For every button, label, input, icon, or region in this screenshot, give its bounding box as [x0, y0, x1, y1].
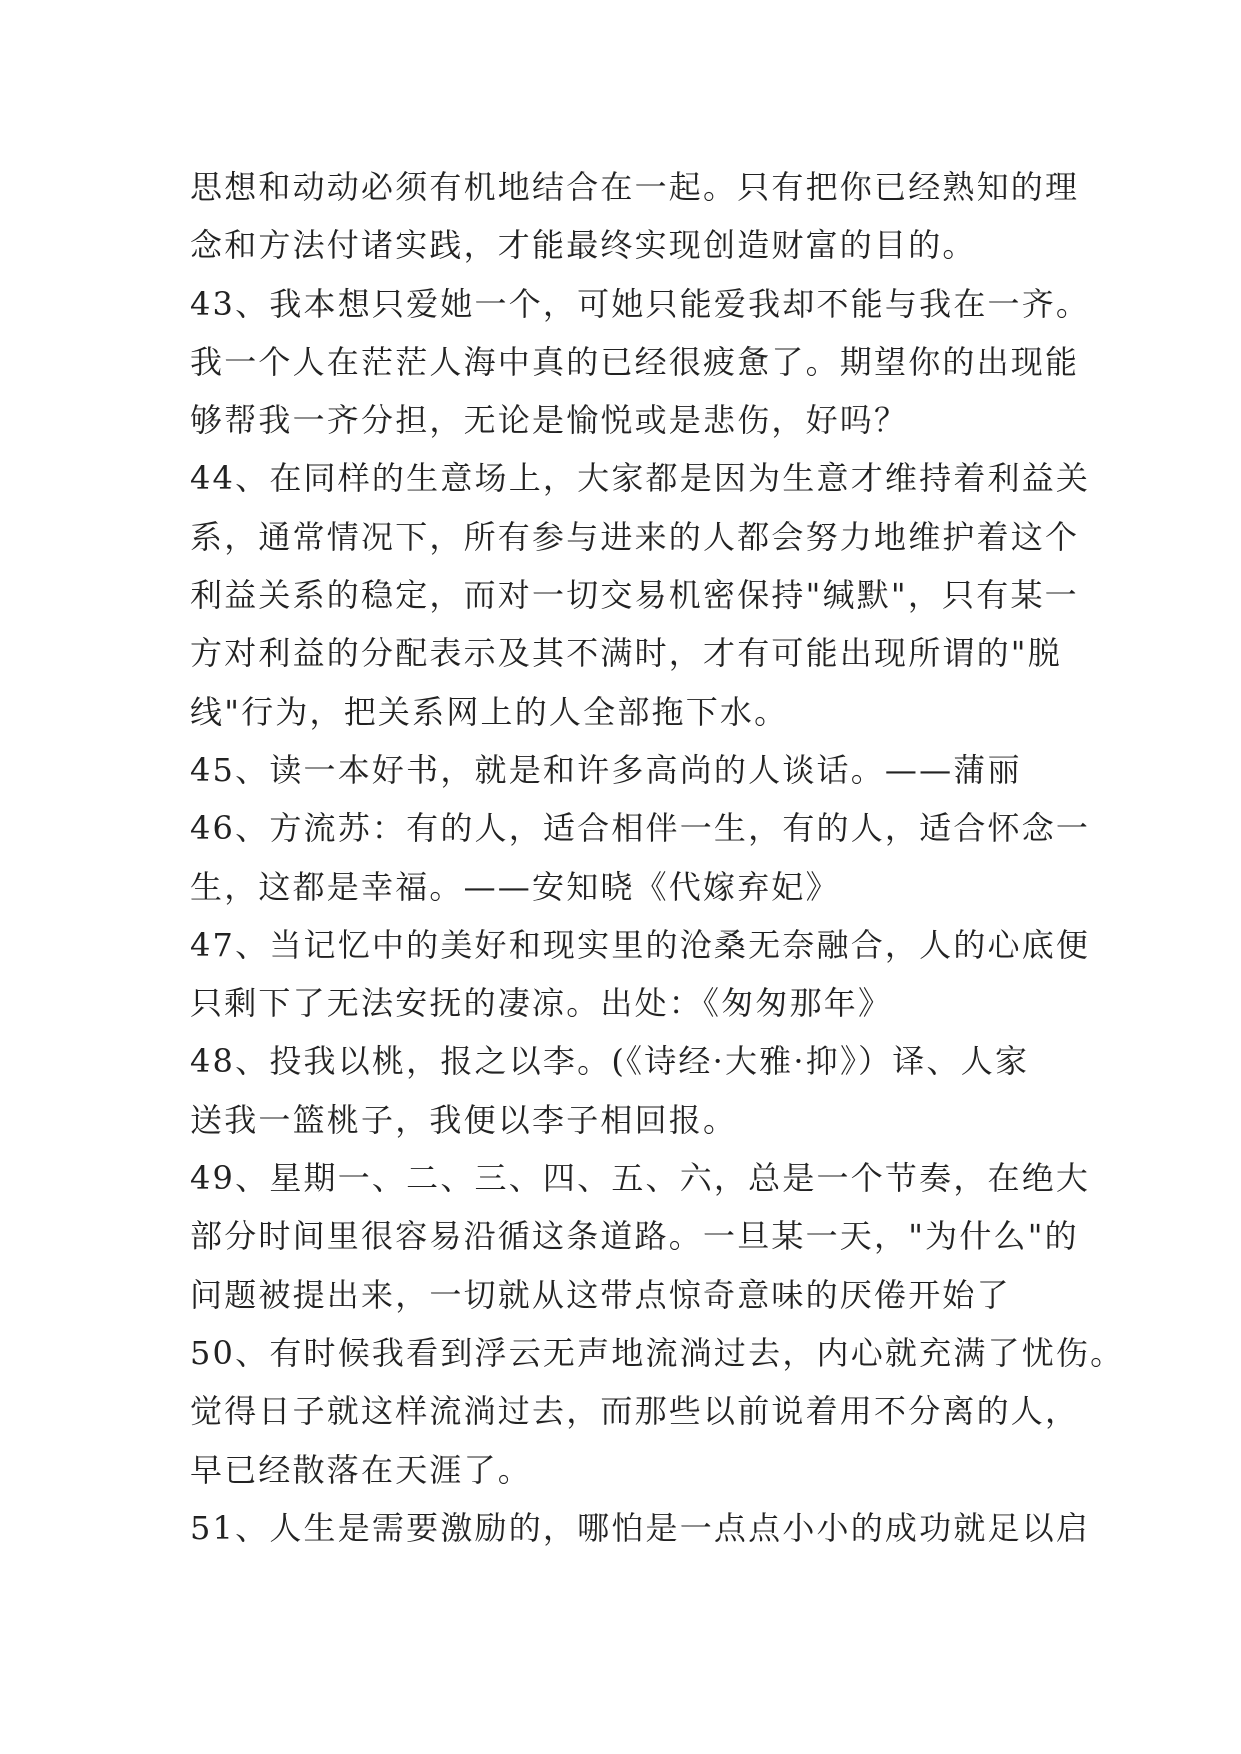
text-line: 生，这都是幸福。——安知晓《代嫁弃妃》 — [190, 867, 840, 906]
text-line: 够帮我一齐分担，无论是愉悦或是悲伤，好吗？ — [190, 401, 909, 440]
body-text — [190, 158, 1125, 1557]
text-line: 51、人生是需要激励的，哪怕是一点点小小的成功就足以启 — [190, 1508, 1091, 1547]
text-line: 部分时间里很容易沿循这条道路。一旦某一天，"为什么"的 — [190, 1217, 1079, 1256]
text-line: 觉得日子就这样流淌过去，而那些以前说着用不分离的人， — [190, 1392, 1080, 1431]
text-line: 48、投我以桃，报之以李。(《诗经·大雅·抑》）译、人家 — [190, 1042, 1030, 1081]
text-line: 47、当记忆中的美好和现实里的沧桑无奈融合，人的心底便 — [190, 925, 1091, 964]
text-line: 45、读一本好书，就是和许多高尚的人谈话。——蒲丽 — [190, 750, 1022, 789]
text-line: 系，通常情况下，所有参与进来的人都会努力地维护着这个 — [190, 517, 1080, 556]
text-line: 问题被提出来，一切就从这带点惊奇意味的厌倦开始了 — [190, 1275, 1011, 1314]
text-line: 43、我本想只爱她一个，可她只能爱我却不能与我在一齐。 — [190, 284, 1091, 323]
text-line: 思想和动动必须有机地结合在一起。只有把你已经熟知的理 — [190, 168, 1080, 206]
text-line: 念和方法付诸实践，才能最终实现创造财富的目的。 — [190, 226, 977, 265]
text-line: 送我一篮桃子，我便以李子相回报。 — [190, 1100, 738, 1139]
text-line: 只剩下了无法安抚的凄凉。出处：《匆匆那年》 — [190, 984, 893, 1023]
text-line: 50、有时候我看到浮云无声地流淌过去，内心就充满了忧伤。 — [190, 1333, 1125, 1372]
text-line: 我一个人在茫茫人海中真的已经很疲惫了。期望你的出现能 — [190, 342, 1080, 381]
text-line: 49、星期一、二、三、四、五、六，总是一个节奏，在绝大 — [190, 1159, 1091, 1198]
text-line: 利益关系的稳定，而对一切交易机密保持"缄默"，只有某一 — [190, 576, 1079, 615]
text-line: 46、方流苏：有的人，适合相伴一生，有的人，适合怀念一 — [190, 809, 1091, 848]
text-line: 方对利益的分配表示及其不满时，才有可能出现所谓的"脱 — [190, 634, 1062, 673]
text-line: 早已经散落在天涯了。 — [190, 1450, 533, 1489]
text-line: 线"行为，把关系网上的人全部拖下水。 — [190, 692, 789, 731]
text-line: 44、在同样的生意场上，大家都是因为生意才维持着利益关 — [190, 459, 1091, 498]
